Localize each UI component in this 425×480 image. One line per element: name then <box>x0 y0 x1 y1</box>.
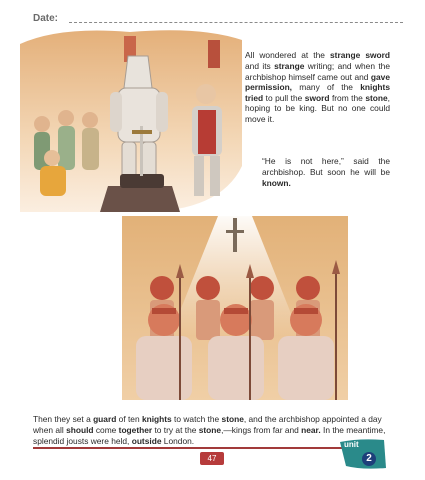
paragraph1-segment: from the <box>329 92 366 103</box>
paragraph1-segment: , hoping to be king. But no one could move it. <box>245 92 390 124</box>
knight-guard-illustration <box>122 216 348 400</box>
paragraph-archbishop-quote <box>262 156 390 188</box>
unit-badge <box>340 438 388 470</box>
paragraph3-segment: together <box>118 424 153 435</box>
paragraph3-segment: ,—kings from far and <box>221 424 302 435</box>
paragraph-sword-attempts <box>245 50 390 124</box>
paragraph1-segment: writing; and when the archbishop himself came out and <box>245 60 390 82</box>
paragraph2-segment: “He is not here,” said the archbishop. But soon he will be <box>262 156 390 177</box>
paragraph3-segment: guard <box>93 414 117 425</box>
paragraph1-segment: and its <box>245 60 275 71</box>
paragraph3-segment: outside <box>131 435 162 446</box>
page-number: 47 <box>200 452 224 465</box>
paragraph3-segment: to try at the <box>152 424 199 435</box>
paragraph1-segment: sword <box>304 92 330 103</box>
paragraph1-segment: All wondered at the <box>245 50 331 61</box>
paragraph1-segment: to pull the <box>263 92 305 103</box>
paragraph3-segment: to watch the <box>171 414 222 425</box>
date-label: Date: <box>33 13 59 24</box>
paragraph1-segment: knights tried <box>245 82 390 103</box>
paragraph3-segment: come <box>93 424 119 435</box>
paragraph1-segment: strange <box>274 60 305 71</box>
paragraph2-segment: known. <box>262 177 291 188</box>
footer-rule <box>33 447 345 449</box>
paragraph3-segment: stone <box>221 414 244 425</box>
paragraph3-segment: In the meantime, splendid jousts were held, <box>33 424 386 446</box>
paragraph3-segment: of ten <box>116 414 142 425</box>
date-line <box>69 22 403 23</box>
paragraph3-segment: , and the archbishop appointed a day when all <box>33 414 382 435</box>
knights-sword-stone-illustration <box>20 26 242 212</box>
paragraph1-segment: gave permission, <box>245 71 390 93</box>
paragraph3-segment: knights <box>141 414 172 425</box>
paragraph1-segment: stone <box>365 92 388 103</box>
paragraph1-segment: strange sword <box>330 50 391 61</box>
paragraph-guard-of-knights <box>33 414 393 446</box>
illustration-2-svg <box>122 216 348 400</box>
paragraph1-segment: many of the <box>292 82 361 93</box>
paragraph3-segment: should <box>66 424 94 435</box>
unit-number: 2 <box>362 452 376 466</box>
date-row <box>33 13 403 27</box>
paragraph3-segment: London. <box>161 435 195 446</box>
illustration-1-svg <box>20 26 242 212</box>
paragraph3-segment: Then they set a <box>33 414 94 425</box>
unit-label: unit <box>344 440 359 449</box>
paragraph3-segment: near. <box>301 424 321 435</box>
paragraph3-segment: stone <box>198 424 222 435</box>
